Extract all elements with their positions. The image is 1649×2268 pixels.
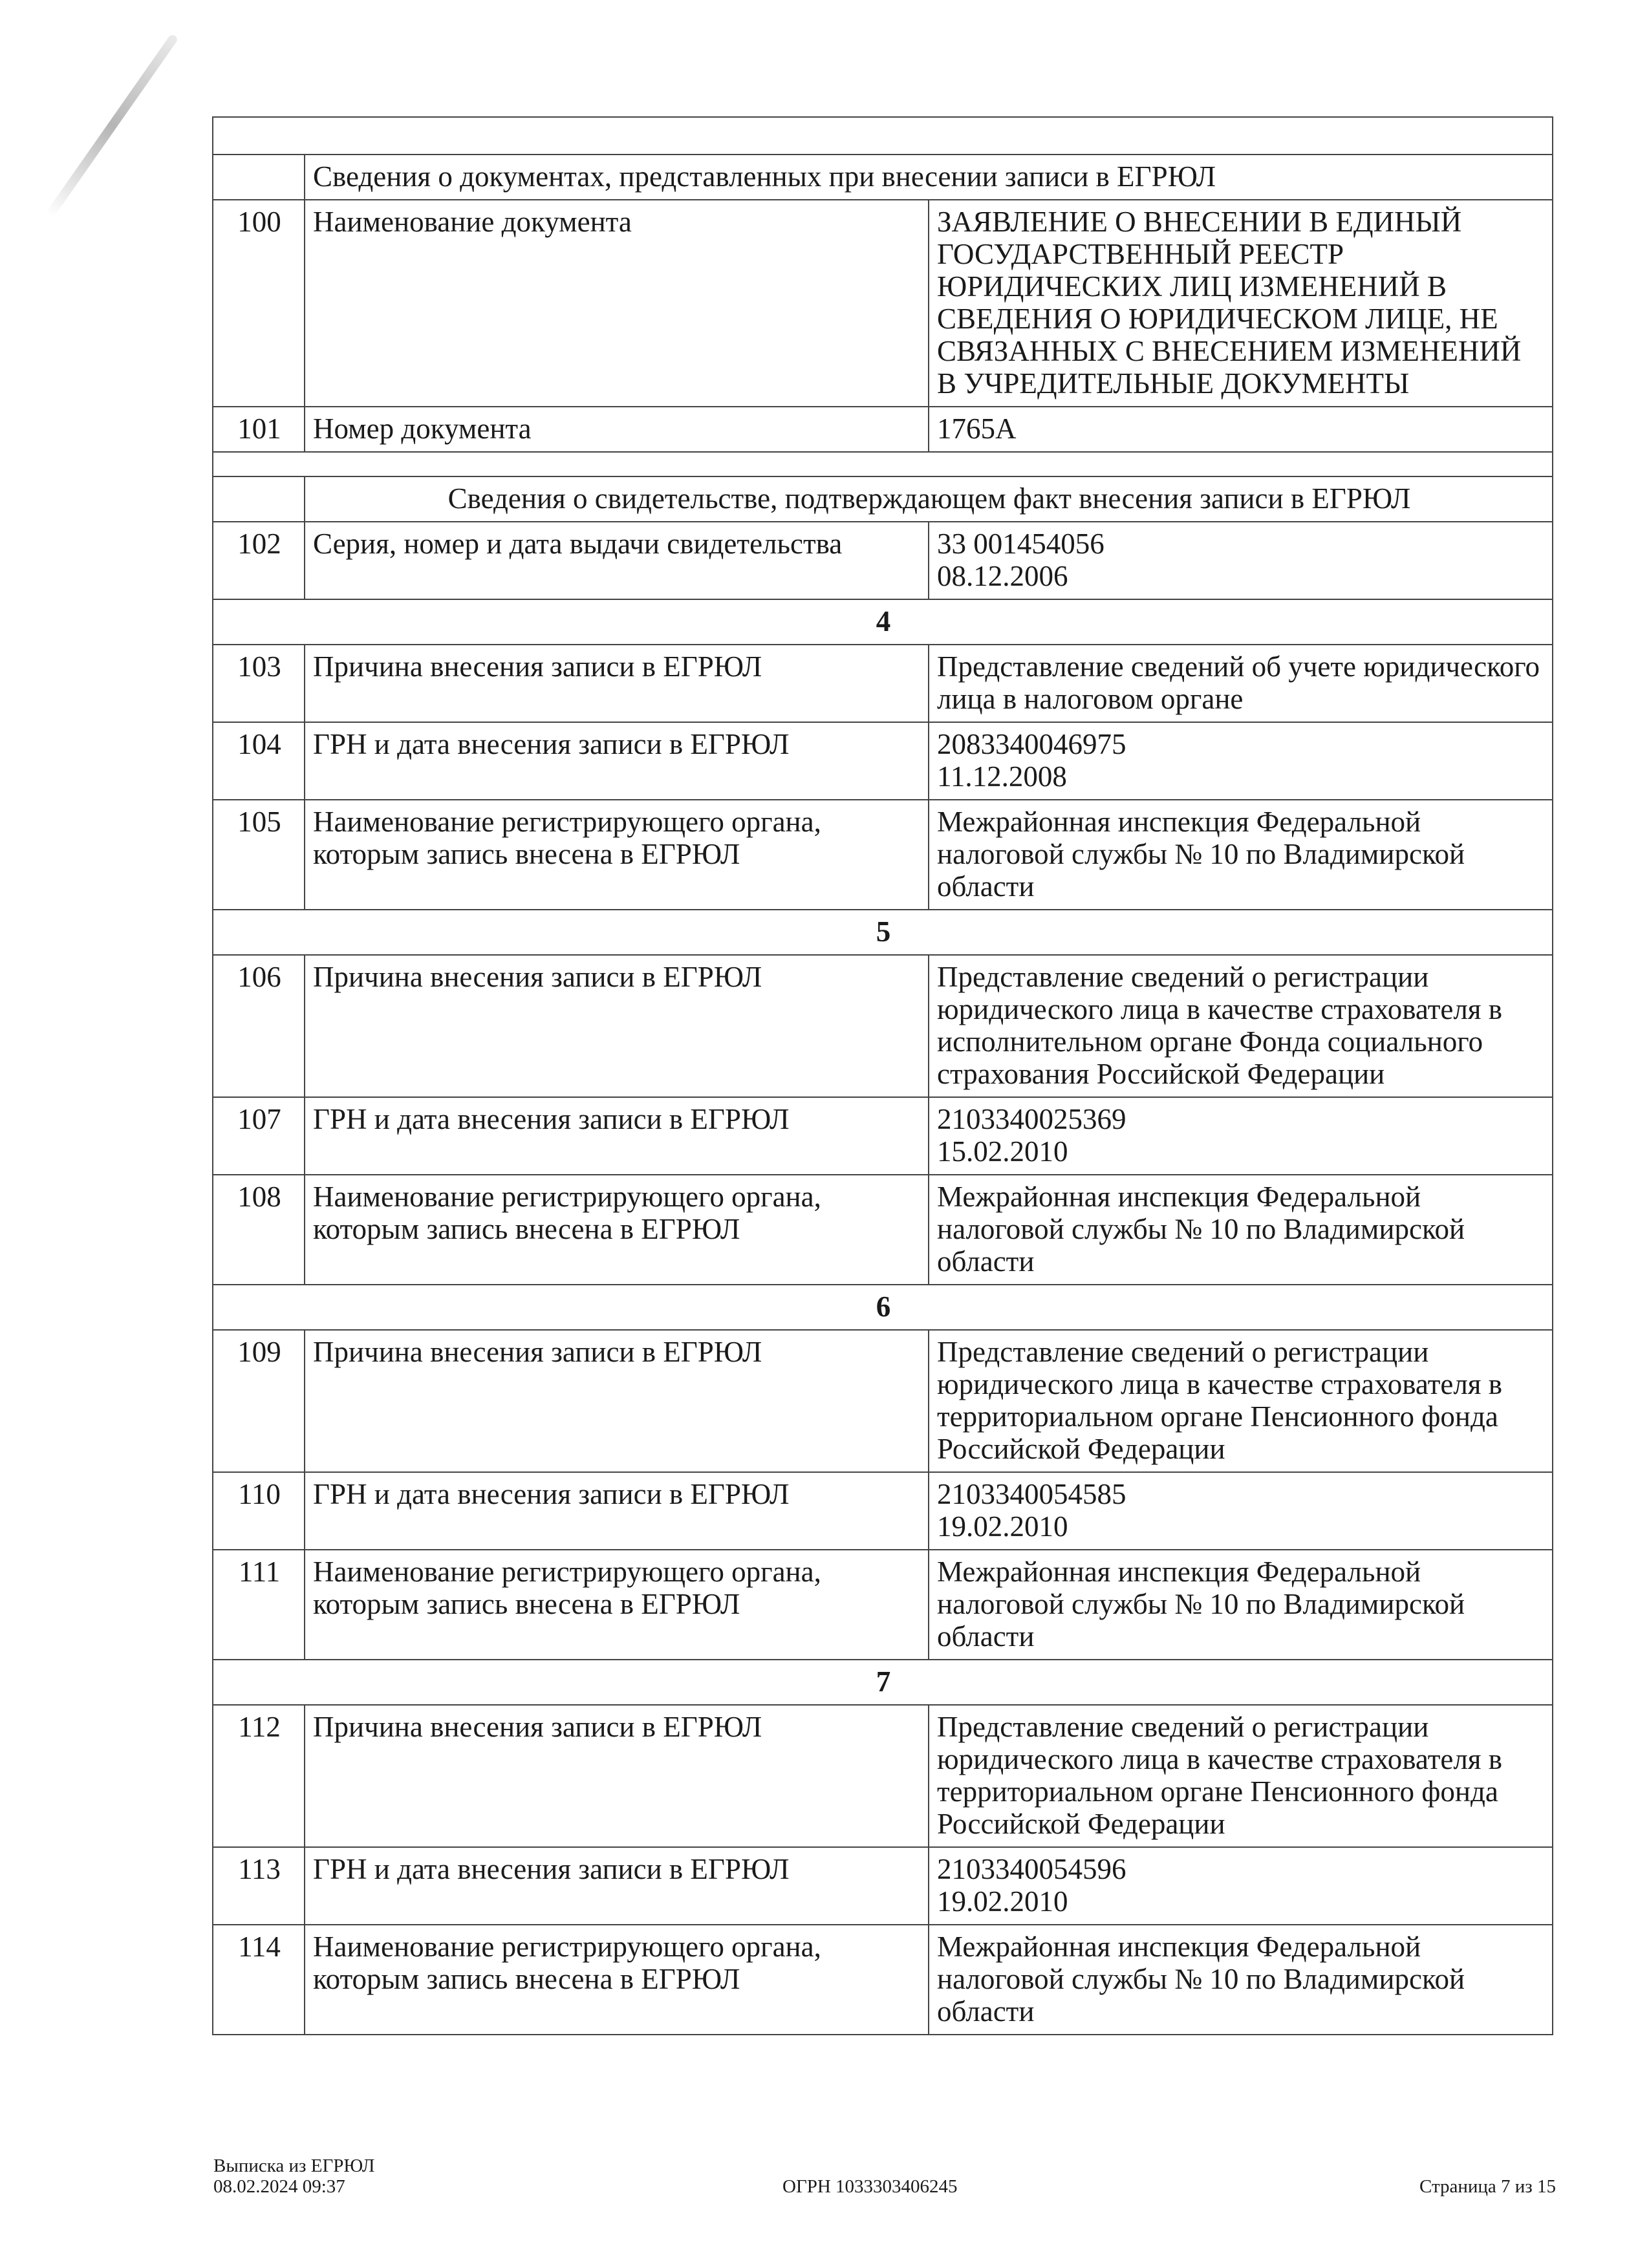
grn-date: 11.12.2008: [937, 760, 1067, 793]
field-value: Межрайонная инспекция Федеральной налоговой службы № 10 по Владимирской области: [929, 1175, 1553, 1285]
section-title: Сведения о документах, представленных при внесении записи в ЕГРЮЛ: [305, 155, 1553, 200]
certificate-number: 33 001454056: [937, 528, 1105, 560]
record-number: 7: [213, 1660, 1553, 1705]
egrul-table: [212, 116, 1553, 2035]
field-name: Наименование регистрирующего органа, которым запись внесена в ЕГРЮЛ: [305, 1925, 929, 2035]
blank-row: [213, 452, 1553, 476]
record-seq-row: [213, 1285, 1553, 1330]
field-value: Межрайонная инспекция Федеральной налоговой службы № 10 по Владимирской области: [929, 1925, 1553, 2035]
table-row: [213, 1847, 1553, 1925]
table-row: [213, 1705, 1553, 1847]
field-value: [929, 1847, 1553, 1925]
scan-edge-mark: [45, 33, 178, 219]
field-name: Номер документа: [305, 407, 929, 452]
table-row: [213, 407, 1553, 452]
grn-date: 19.02.2010: [937, 1885, 1068, 1918]
row-number: 114: [213, 1925, 305, 2035]
table-row: [213, 645, 1553, 722]
footer-document-info: [213, 2156, 374, 2197]
field-name: ГРН и дата внесения записи в ЕГРЮЛ: [305, 722, 929, 800]
footer-page-number: Страница 7 из 15: [1419, 2176, 1557, 2197]
grn-number: 2083340046975: [937, 728, 1126, 760]
field-value: Межрайонная инспекция Федеральной налоговой службы № 10 по Владимирской области: [929, 1550, 1553, 1660]
record-seq-row: [213, 910, 1553, 955]
table-row: [213, 1097, 1553, 1175]
record-seq-row: [213, 599, 1553, 645]
footer-datetime: 08.02.2024 09:37: [213, 2176, 345, 2197]
row-number: 108: [213, 1175, 305, 1285]
field-value: [929, 522, 1553, 599]
field-name: Причина внесения записи в ЕГРЮЛ: [305, 955, 929, 1097]
record-number: 6: [213, 1285, 1553, 1330]
field-name: Наименование документа: [305, 200, 929, 407]
field-value: [929, 1472, 1553, 1550]
grn-number: 2103340025369: [937, 1103, 1126, 1135]
row-number: 101: [213, 407, 305, 452]
row-number: 109: [213, 1330, 305, 1472]
row-number: 112: [213, 1705, 305, 1847]
table-row: [213, 522, 1553, 599]
section-header-documents: [213, 155, 1553, 200]
field-value: Представление сведений о регистрации юридического лица в качестве страхователя в исполнительном органе Фонда социального страхования Российской Федерации: [929, 955, 1553, 1097]
field-value: 1765А: [929, 407, 1553, 452]
field-value: Межрайонная инспекция Федеральной налоговой службы № 10 по Владимирской области: [929, 800, 1553, 910]
field-value: Представление сведений об учете юридического лица в налоговом органе: [929, 645, 1553, 722]
grn-number: 2103340054596: [937, 1853, 1126, 1885]
field-name: Причина внесения записи в ЕГРЮЛ: [305, 1705, 929, 1847]
table-row: [213, 800, 1553, 910]
field-name: ГРН и дата внесения записи в ЕГРЮЛ: [305, 1097, 929, 1175]
field-value: [929, 722, 1553, 800]
row-number: 106: [213, 955, 305, 1097]
table-row: [213, 1330, 1553, 1472]
field-name: Причина внесения записи в ЕГРЮЛ: [305, 1330, 929, 1472]
field-value: ЗАЯВЛЕНИЕ О ВНЕСЕНИИ В ЕДИНЫЙ ГОСУДАРСТВЕННЫЙ РЕЕСТР ЮРИДИЧЕСКИХ ЛИЦ ИЗМЕНЕНИЙ В СВЕДЕНИЯ О ЮРИДИЧЕСКОМ ЛИЦЕ, НЕ СВЯЗАННЫХ С ВНЕСЕНИЕМ ИЗМЕНЕНИЙ В УЧРЕДИТЕЛЬНЫЕ ДОКУМЕНТЫ: [929, 200, 1553, 407]
field-name: Причина внесения записи в ЕГРЮЛ: [305, 645, 929, 722]
field-value: [929, 1097, 1553, 1175]
field-name: Серия, номер и дата выдачи свидетельства: [305, 522, 929, 599]
record-number: 4: [213, 599, 1553, 645]
field-name: Наименование регистрирующего органа, которым запись внесена в ЕГРЮЛ: [305, 1550, 929, 1660]
blank-row: [213, 117, 1553, 155]
footer-doc-label: Выписка из ЕГРЮЛ: [213, 2156, 375, 2176]
field-name: Наименование регистрирующего органа, которым запись внесена в ЕГРЮЛ: [305, 800, 929, 910]
row-number: 105: [213, 800, 305, 910]
table-row: [213, 1472, 1553, 1550]
row-number: 110: [213, 1472, 305, 1550]
field-name: ГРН и дата внесения записи в ЕГРЮЛ: [305, 1847, 929, 1925]
row-number: 113: [213, 1847, 305, 1925]
section-header-certificate: [213, 476, 1553, 522]
record-seq-row: [213, 1660, 1553, 1705]
grn-number: 2103340054585: [937, 1478, 1126, 1510]
row-number: 104: [213, 722, 305, 800]
row-number: 107: [213, 1097, 305, 1175]
grn-date: 15.02.2010: [937, 1135, 1068, 1168]
table-row: [213, 955, 1553, 1097]
table-row: [213, 1925, 1553, 2035]
row-number: 103: [213, 645, 305, 722]
field-value: Представление сведений о регистрации юридического лица в качестве страхователя в территориальном органе Пенсионного фонда Российской Федерации: [929, 1705, 1553, 1847]
section-title: Сведения о свидетельстве, подтверждающем факт внесения записи в ЕГРЮЛ: [305, 476, 1553, 522]
table-row: [213, 722, 1553, 800]
record-number: 5: [213, 910, 1553, 955]
field-name: Наименование регистрирующего органа, которым запись внесена в ЕГРЮЛ: [305, 1175, 929, 1285]
table-row: [213, 1175, 1553, 1285]
table-row: [213, 1550, 1553, 1660]
footer-ogrn: ОГРН 1033303406245: [782, 2176, 958, 2197]
field-name: ГРН и дата внесения записи в ЕГРЮЛ: [305, 1472, 929, 1550]
grn-date: 19.02.2010: [937, 1510, 1068, 1543]
row-number: 100: [213, 200, 305, 407]
field-value: Представление сведений о регистрации юридического лица в качестве страхователя в территориальном органе Пенсионного фонда Российской Федерации: [929, 1330, 1553, 1472]
row-number: 102: [213, 522, 305, 599]
certificate-date: 08.12.2006: [937, 560, 1068, 592]
table-row: [213, 200, 1553, 407]
row-number: 111: [213, 1550, 305, 1660]
